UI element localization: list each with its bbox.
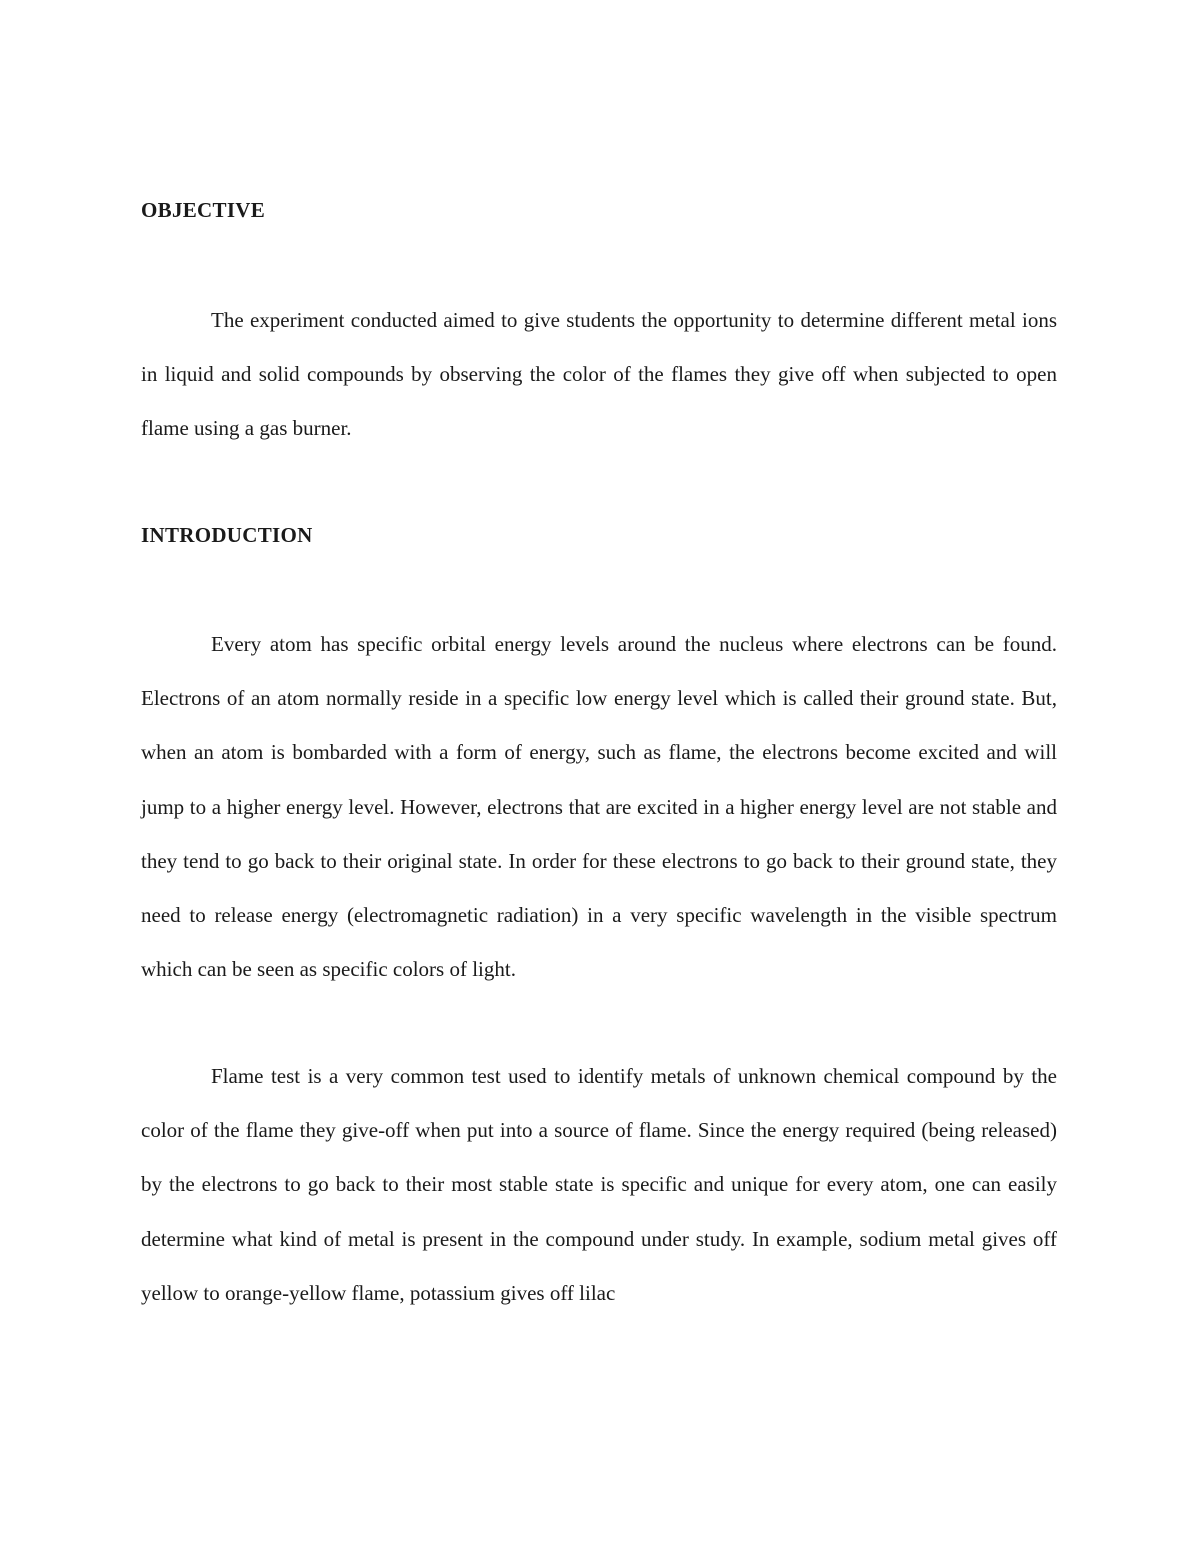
- introduction-paragraph-1: Every atom has specific orbital energy levels around the nucleus where electrons can be found. Electrons of an atom normally reside in a specific low energy level which is called their ground state. But, when an atom is bombarded with a form of energy, such as flame, the electrons become excited and will jump to a higher energy level. However, electrons that are excited in a higher energy level are not stable and they tend to go back to their original state. In order for these electrons to go back to their ground state, they need to release energy (electromagnetic radiation) in a very specific wavelength in the visible spectrum which can be seen as specific colors of light.: [141, 632, 1057, 982]
- objective-paragraph: The experiment conducted aimed to give students the opportunity to determine different metal ions in liquid and solid compounds by observing the color of the flames they give off when subjected to open flame using a gas burner.: [141, 308, 1057, 441]
- section-heading-introduction: INTRODUCTION: [141, 523, 313, 547]
- section-heading-objective: OBJECTIVE: [141, 198, 266, 222]
- introduction-paragraph-2: Flame test is a very common test used to identify metals of unknown chemical compound by the color of the flame they give-off when put into a source of flame. Since the energy required (being released) by the electrons to go back to their most stable state is specific and unique for every atom, one can easily determine what kind of metal is present in the compound under study. In example, sodium metal gives off yellow to orange-yellow flame, potassium gives off lilac: [141, 1064, 1057, 1305]
